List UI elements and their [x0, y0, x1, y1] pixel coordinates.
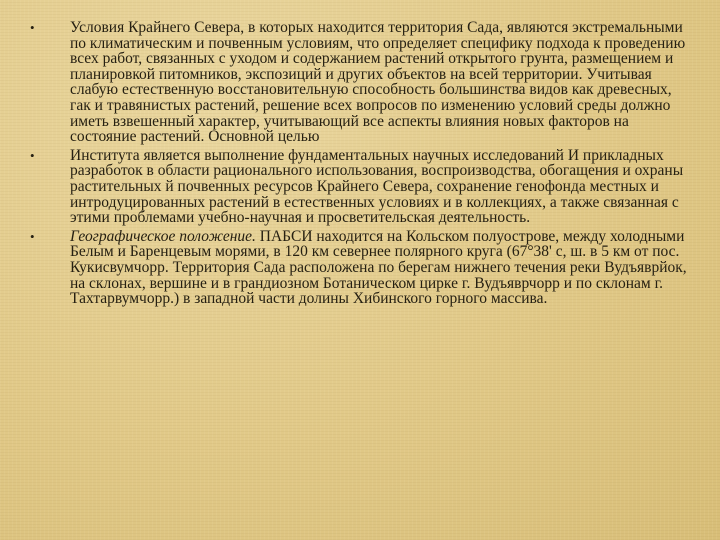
bullet-item-institute-goal [30, 148, 690, 226]
emphasis-heading: Географическое положение. [70, 227, 256, 245]
bullet-icon: • [30, 228, 35, 244]
bullet-icon: • [30, 147, 35, 163]
bullet-item-conditions [30, 20, 690, 145]
paragraph-text: ПАБСИ находится на Кольском полуострове, между холодными Белым и Баренцевым морями, в 120 км севернее полярного круга (67°38' с, ш. в 5 км от пос. Кукисвумчорр. Территория Сада расположена по берегам нижнего течения реки Вудъяврйок, на склонах, вершине и в грандиозном Ботаническом цирке г. Вудъяврчорр и по склонам г. Тахтарвумчорр.) в западной части долины Хибинского горного массива. [70, 227, 687, 308]
bullet-item-geography [30, 229, 690, 307]
bullet-text: Института является выполнение фундаментальных научных исследований И прикладных разработок в области рационального использования, воспроизводства, обогащения и охраны растительных й почвенных ресурсов Крайнего Севера, сохранение генофонда местных и интродуцированных растений в естественных условиях и в коллекциях, а также связанная с этими проблемами учебно-научная и просветительская деятельность. [70, 146, 684, 227]
bullet-text: Условия Крайнего Севера, в которых находится территория Сада, являются экстремальными по климатическим и почвенным условиям, что определяет специфику подхода к проведению всех работ, связанных с уходом и содержанием растений открытого грунта, размещением и планировкой питомников, экспозиций и других объектов на всей территории. Учитывая слабую естественную восстановительную способность большинства видов как древесных, гак и травянистых растений, решение всех вопросов по изменению условий среды должно иметь взвешенный характер, учитывающий все аспекты влияния новых факторов на состояние растений. Основной целью [70, 19, 686, 146]
bullet-list [30, 20, 690, 307]
bullet-text [70, 229, 690, 307]
bullet-icon: • [30, 20, 35, 35]
